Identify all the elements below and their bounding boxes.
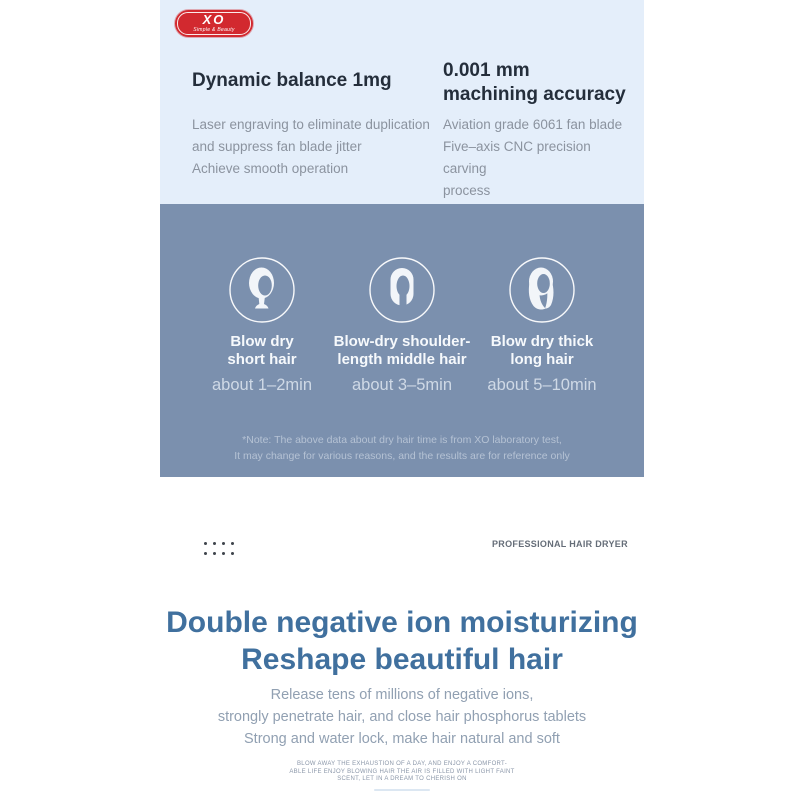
dot [213, 542, 216, 545]
bottom-divider [374, 789, 430, 791]
logo-wordmark: XO [202, 12, 226, 27]
hero-body-line: strongly penetrate hair, and close hair phosphorus tablets [217, 709, 587, 725]
feature-title-dynamic-balance: Dynamic balance 1mg [192, 70, 392, 91]
dry-time-value: about 3–5min [352, 376, 452, 394]
xo-brand-logo [175, 10, 253, 37]
fine-print-line: SCENT, LET IN A DREAM TO CHERISH ON [337, 776, 467, 782]
laboratory-note [160, 432, 644, 464]
card-label [192, 333, 332, 369]
logo-tagline: Simple & Beauty [193, 27, 235, 33]
fine-print [160, 761, 644, 784]
top-features-section [160, 0, 644, 204]
dot [231, 552, 234, 555]
professional-hair-dryer-tag: PROFESSIONAL HAIR DRYER [492, 539, 628, 549]
card-label-line: Blow dry thick [490, 333, 594, 350]
card-label-line: Blow dry [230, 333, 294, 350]
card-label-line: long hair [510, 351, 574, 368]
card-label-line: short hair [227, 351, 297, 368]
dry-time-card-short-hair [192, 256, 332, 395]
hero-title [160, 604, 644, 678]
feature-body-dynamic-balance [192, 114, 432, 180]
dots-decoration [204, 542, 234, 555]
dot [204, 552, 207, 555]
hero-body-line: Strong and water lock, make hair natural and soft [244, 731, 560, 747]
feature-title-machining-accuracy [443, 59, 633, 107]
feature-line: and suppress fan blade jitter [192, 139, 362, 154]
hero-body [140, 684, 664, 750]
hero-title-line: Reshape beautiful hair [241, 643, 563, 676]
hero-body-line: Release tens of millions of negative ions, [270, 687, 534, 703]
card-label-line: length middle hair [337, 351, 467, 368]
note-line: It may change for various reasons, and the results are for reference only [234, 450, 570, 462]
feature-body-machining-accuracy [443, 114, 633, 202]
long-hair-icon [508, 256, 576, 324]
dry-time-card-middle-hair [332, 256, 472, 395]
product-ad-canvas [160, 0, 644, 800]
feature-line: Laser engraving to eliminate duplication [192, 117, 430, 132]
feature-line: Achieve smooth operation [192, 161, 349, 176]
dry-time-value: about 1–2min [212, 376, 312, 394]
dot [222, 552, 225, 555]
card-label [472, 333, 612, 369]
dot [213, 552, 216, 555]
feature-line: process [443, 183, 491, 198]
note-line: *Note: The above data about dry hair time is from XO laboratory test, [242, 434, 562, 446]
hero-title-line: Double negative ion moisturizing [166, 606, 638, 639]
short-hair-icon [228, 256, 296, 324]
feature-line: Five–axis CNC precision carving [443, 139, 591, 176]
card-label [332, 333, 472, 369]
dry-time-card-long-hair [472, 256, 612, 395]
fine-print-line: ABLE LIFE ENJOY BLOWING HAIR THE AIR IS FILLED WITH LIGHT FAINT [289, 768, 515, 775]
dry-time-value: about 5–10min [487, 376, 597, 394]
middle-hair-icon [368, 256, 436, 324]
dot [222, 542, 225, 545]
feature-line: Aviation grade 6061 fan blade [443, 117, 623, 132]
feature-title-line: machining accuracy [443, 84, 626, 105]
card-label-line: Blow-dry shoulder- [333, 333, 471, 350]
dot [231, 542, 234, 545]
dot [204, 542, 207, 545]
fine-print-line: BLOW AWAY THE EXHAUSTION OF A DAY, AND ENJOY A COMFORT- [297, 761, 507, 767]
feature-title-line: 0.001 mm [443, 60, 530, 81]
dry-time-section [160, 204, 644, 477]
dry-time-cards [160, 256, 644, 395]
